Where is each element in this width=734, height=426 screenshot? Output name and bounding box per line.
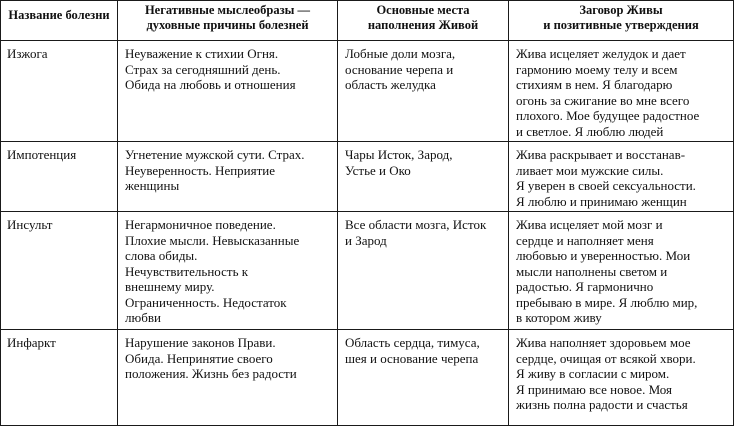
disease-cell bbox=[1, 41, 118, 142]
table-row bbox=[1, 212, 734, 330]
affirmation-cell bbox=[509, 212, 734, 330]
places-cell bbox=[338, 41, 509, 142]
table-header-row bbox=[1, 1, 734, 41]
affirmation-cell bbox=[509, 330, 734, 426]
places-text: Чары Исток, Зарод, Устье и Око bbox=[345, 147, 453, 178]
affirmation-text: Жива исцеляет желудок и дает гармонию моему телу и всем стихиям в нем. Я благодарю огонь за сжигание во мне всего плохого. Мое будущее радостное и светлое. Я люблю людей bbox=[516, 46, 700, 139]
table-row bbox=[1, 330, 734, 426]
causes-cell bbox=[118, 212, 338, 330]
places-cell bbox=[338, 330, 509, 426]
disease-name: Импотенция bbox=[7, 147, 77, 162]
header-affirmations bbox=[509, 1, 734, 41]
header-affirmations-text: Заговор Живы и позитивные утверждения bbox=[543, 3, 699, 32]
disease-cell bbox=[1, 330, 118, 426]
header-negative-thoughts bbox=[118, 1, 338, 41]
table-row bbox=[1, 41, 734, 142]
header-negative-thoughts-text: Негативные мыслеобразы — духовные причины болезней bbox=[144, 3, 311, 32]
places-text: Лобные доли мозга, основание черепа и область желудка bbox=[345, 46, 456, 92]
places-text: Все области мозга, Исток и Зарод bbox=[345, 217, 487, 248]
causes-text: Неуважение к стихии Огня. Страх за сегодняшний день. Обида на любовь и отношения bbox=[125, 46, 296, 92]
places-cell bbox=[338, 212, 509, 330]
table-row bbox=[1, 142, 734, 212]
affirmation-cell bbox=[509, 142, 734, 212]
affirmation-cell bbox=[509, 41, 734, 142]
affirmation-text: Жива раскрывает и восстанав- ливает мои мужские силы. Я уверен в своей сексуальности. Я люблю и принимаю женщин bbox=[516, 147, 696, 209]
causes-text: Нарушение законов Прави. Обида. Непринятие своего положения. Жизнь без радости bbox=[125, 335, 297, 381]
header-filling-places-text: Основные места наполнения Живой bbox=[367, 3, 479, 32]
header-filling-places bbox=[338, 1, 509, 41]
disease-cell bbox=[1, 212, 118, 330]
places-text: Область сердца, тимуса, шея и основание черепа bbox=[345, 335, 480, 366]
causes-text: Негармоничное поведение. Плохие мысли. Невысказанные слова обиды. Нечувствительность к внешнему миру. Ограниченность. Недостаток любви bbox=[125, 217, 300, 325]
causes-cell bbox=[118, 41, 338, 142]
disease-name: Инфаркт bbox=[7, 335, 56, 350]
header-disease-name bbox=[1, 1, 118, 41]
disease-name: Инсульт bbox=[7, 217, 53, 232]
header-disease-name-text: Название болезни bbox=[8, 8, 110, 22]
affirmation-text: Жива исцеляет мой мозг и сердце и наполняет меня любовью и уверенностью. Мои мысли наполнены светом и радостью. Я гармонично пребываю в мире. Я люблю мир, в котором живу bbox=[516, 217, 698, 325]
causes-cell bbox=[118, 142, 338, 212]
causes-text: Угнетение мужской сути. Страх. Неуверенность. Неприятие женщины bbox=[125, 147, 305, 193]
disease-name: Изжога bbox=[7, 46, 48, 61]
causes-cell bbox=[118, 330, 338, 426]
affirmation-text: Жива наполняет здоровьем мое сердце, очищая от всякой хвори. Я живу в согласии с миром. Я принимаю все новое. Моя жизнь полна радости и счастья bbox=[516, 335, 696, 412]
disease-cell bbox=[1, 142, 118, 212]
places-cell bbox=[338, 142, 509, 212]
